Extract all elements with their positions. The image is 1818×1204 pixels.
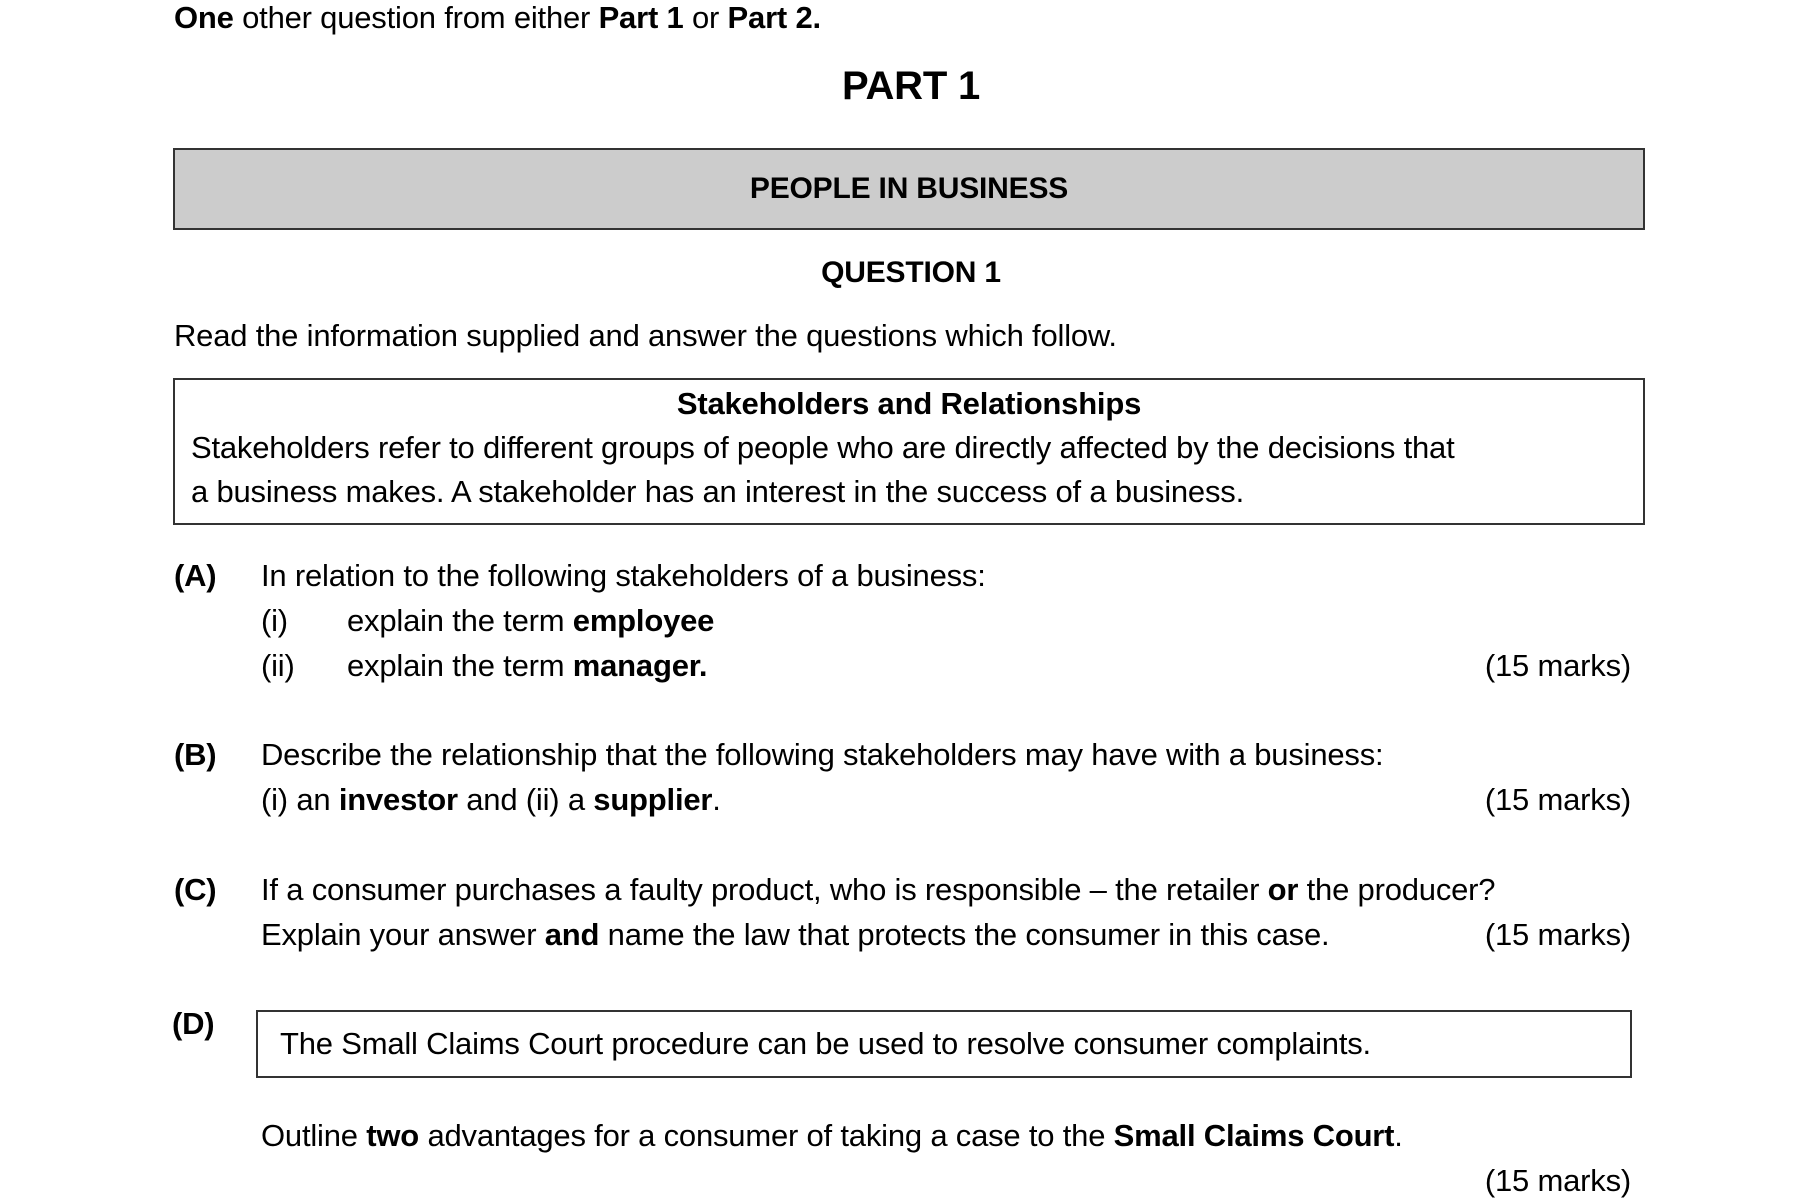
question-b-line-2 — [261, 782, 721, 818]
question-c-or: or — [1267, 872, 1299, 907]
intro-instruction — [174, 0, 821, 36]
question-c-line-2-post: name the law that protects the consumer in this case. — [599, 917, 1330, 952]
question-title: QUESTION 1 — [821, 256, 1001, 289]
info-box-line-2: a business makes. A stakeholder has an interest in the success of a business. — [191, 474, 1244, 509]
question-c-and: and — [544, 917, 600, 952]
question-a-text: In relation to the following stakeholders of a business: — [261, 558, 986, 593]
question-d-line-pre: Outline — [261, 1118, 367, 1153]
question-c-line-1-post: the producer? — [1298, 872, 1496, 907]
question-d-line-post: . — [1394, 1118, 1403, 1153]
question-b-line-2-mid: and (ii) a — [457, 782, 594, 817]
question-b-line-2-post: . — [712, 782, 721, 817]
section-banner — [173, 148, 1645, 230]
question-c-marks: (15 marks) — [1484, 917, 1631, 952]
question-c-line-1-pre: If a consumer purchases a faulty product, who is responsible – the retailer — [261, 872, 1268, 907]
section-banner-text: PEOPLE IN BUSINESS — [749, 172, 1069, 205]
intro-one: One — [174, 0, 234, 35]
part-title: PART 1 — [841, 64, 981, 108]
question-d-line — [261, 1118, 1403, 1154]
question-b-label: (B) — [174, 737, 217, 772]
question-d-marks: (15 marks) — [1484, 1163, 1631, 1198]
question-b-investor: investor — [338, 782, 458, 817]
intro-part1: Part 1 — [598, 0, 684, 35]
question-d-statement: The Small Claims Court procedure can be used to resolve consumer complaints. — [280, 1026, 1371, 1061]
question-a-sub-i-pre: explain the term — [347, 603, 573, 638]
question-d-statement-box — [256, 1010, 1632, 1078]
info-box-title: Stakeholders and Relationships — [676, 386, 1142, 421]
question-a-marks: (15 marks) — [1484, 648, 1631, 683]
question-a-label: (A) — [174, 558, 217, 593]
question-c-label: (C) — [174, 872, 217, 907]
question-a-sub-i-term: employee — [572, 603, 715, 638]
question-a-sub-i-num: (i) — [261, 603, 288, 638]
question-d-label: (D) — [172, 1006, 215, 1041]
question-a-sub-ii-num: (ii) — [261, 648, 295, 683]
question-a-sub-ii — [347, 648, 707, 684]
question-c-line-1 — [261, 872, 1495, 908]
question-a-sub-i — [347, 603, 714, 639]
question-a-sub-ii-term: manager. — [572, 648, 708, 683]
question-b-marks: (15 marks) — [1484, 782, 1631, 817]
instructions: Read the information supplied and answer the questions which follow. — [174, 318, 1117, 353]
question-d-line-mid: advantages for a consumer of taking a case to the — [419, 1118, 1114, 1153]
intro-middle: other question from either — [233, 0, 599, 35]
question-a-sub-ii-pre: explain the term — [347, 648, 573, 683]
question-b-line-2-pre: (i) an — [261, 782, 339, 817]
info-box-line-1: Stakeholders refer to different groups of people who are directly affected by the decisions that — [191, 430, 1455, 465]
question-d-two: two — [366, 1118, 420, 1153]
question-c-line-2-pre: Explain your answer — [261, 917, 545, 952]
info-box — [173, 378, 1645, 525]
question-b-supplier: supplier — [593, 782, 713, 817]
question-c-line-2 — [261, 917, 1329, 953]
intro-part2: Part 2. — [727, 0, 821, 35]
question-d-small-claims-court: Small Claims Court — [1113, 1118, 1395, 1153]
question-b-line-1: Describe the relationship that the following stakeholders may have with a business: — [261, 737, 1384, 772]
intro-or: or — [683, 0, 728, 35]
